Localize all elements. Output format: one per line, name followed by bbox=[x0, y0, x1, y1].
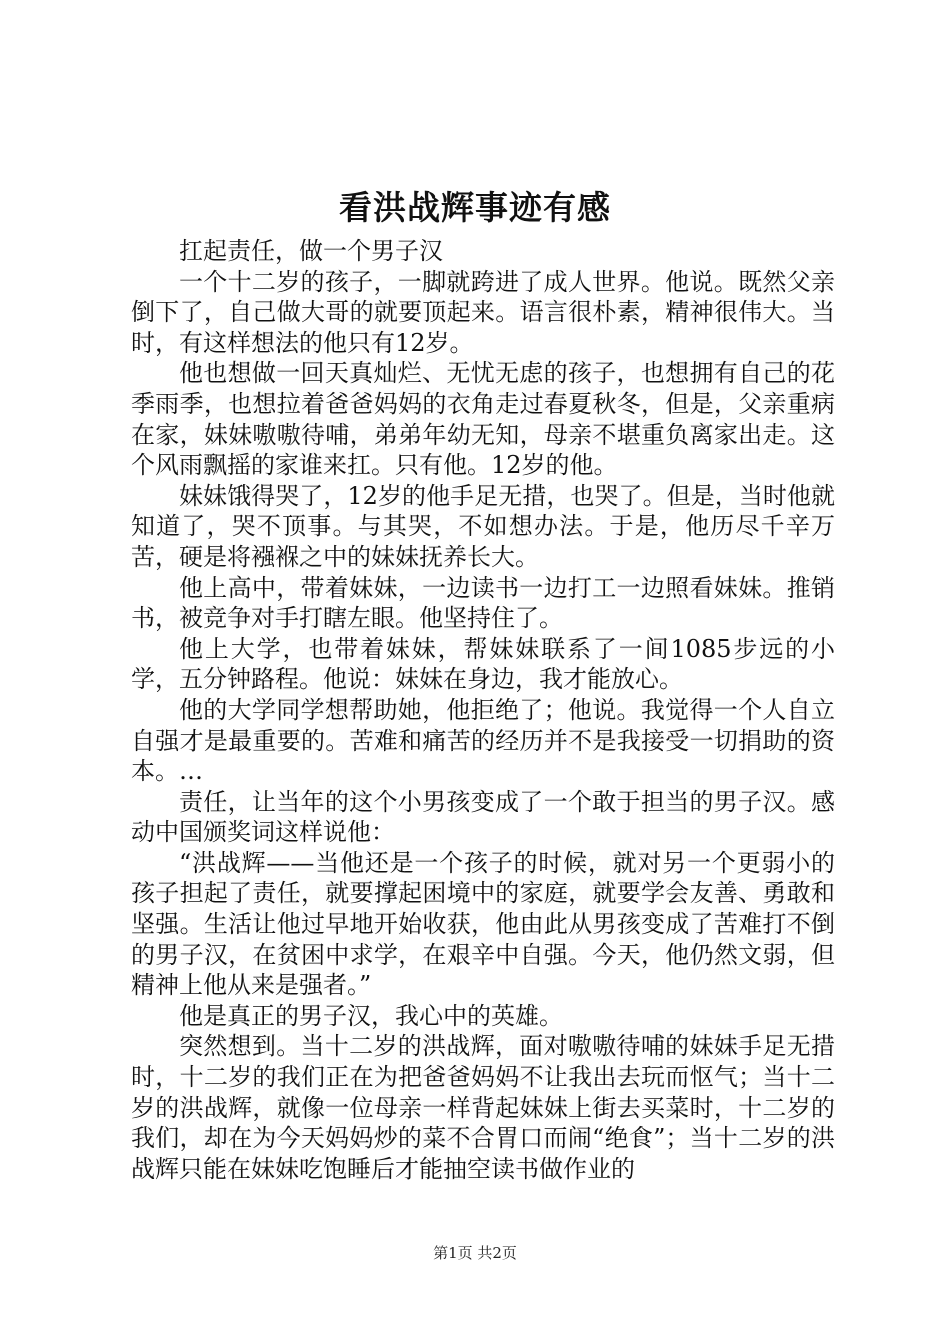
document-title: 看洪战辉事迹有感 bbox=[339, 188, 611, 227]
paragraph: 他是真正的男子汉，我心中的英雄。 bbox=[179, 1001, 563, 1030]
document-body bbox=[131, 236, 835, 1184]
paragraph: 他上大学，也带着妹妹，帮妹妹联系了一间1085步远的小学，五分钟路程。他说：妹妹在身边，我才能放心。 bbox=[131, 634, 835, 694]
paragraph: 他上高中，带着妹妹，一边读书一边打工一边照看妹妹。推销书，被竞争对手打瞎左眼。他坚持住了。 bbox=[131, 573, 835, 633]
paragraph-quote: “洪战辉——当他还是一个孩子的时候，就对另一个更弱小的孩子担起了责任，就要撑起困境中的家庭，就要学会友善、勇敢和坚强。生活让他过早地开始收获，他由此从男孩变成了苦难打不倒的男子汉，在贫困中求学，在艰辛中自强。今天，他仍然文弱，但精神上他从来是强者。” bbox=[131, 848, 835, 1000]
paragraph: 他也想做一回天真灿烂、无忧无虑的孩子，也想拥有自己的花季雨季，也想拉着爸爸妈妈的衣角走过春夏秋冬，但是，父亲重病在家，妹妹嗷嗷待哺，弟弟年幼无知，母亲不堪重负离家出走。这个风雨飘摇的家谁来扛。只有他。12岁的他。 bbox=[131, 359, 835, 480]
paragraph: 责任，让当年的这个小男孩变成了一个敢于担当的男子汉。感动中国颁奖词这样说他： bbox=[131, 787, 835, 847]
paragraph: 妹妹饿得哭了，12岁的他手足无措，也哭了。但是，当时他就知道了，哭不顶事。与其哭，不如想办法。于是，他历尽千辛万苦，硬是将襁褓之中的妹妹抚养长大。 bbox=[131, 481, 835, 571]
paragraph-subtitle: 扛起责任，做一个男子汉 bbox=[179, 237, 443, 265]
paragraph: 他的大学同学想帮助她，他拒绝了；他说。我觉得一个人自立自强才是最重要的。苦难和痛苦的经历并不是我接受一切捐助的资本。… bbox=[131, 695, 835, 786]
paragraph: 突然想到。当十二岁的洪战辉，面对嗷嗷待哺的妹妹手足无措时，十二岁的我们正在为把爸爸妈妈不让我出去玩而怄气；当十二岁的洪战辉，就像一位母亲一样背起妹妹上街去买菜时，十二岁的我们，却在为今天妈妈炒的菜不合胃口而闹“绝食”；当十二岁的洪战辉只能在妹妹吃饱睡后才能抽空读书做作业的 bbox=[131, 1032, 835, 1183]
page-number-footer: 第1页 共2页 bbox=[433, 1244, 517, 1262]
paragraph: 一个十二岁的孩子，一脚就跨进了成人世界。他说。既然父亲倒下了，自己做大哥的就要顶起来。语言很朴素，精神很伟大。当时，有这样想法的他只有12岁。 bbox=[131, 267, 835, 357]
